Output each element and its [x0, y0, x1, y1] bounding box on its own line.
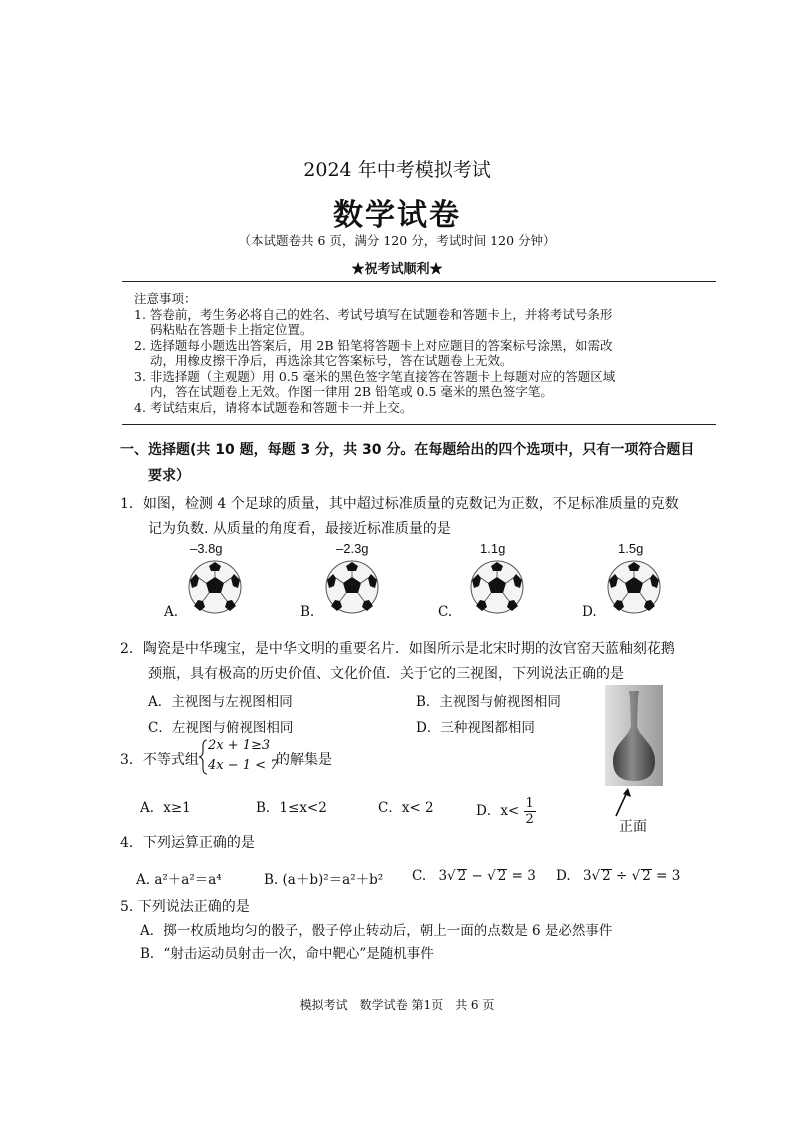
- q1-stem: 1．如图，检测 4 个足球的质量，其中超过标准质量的克数记为正数，不足标准质量的克数: [120, 496, 679, 512]
- q3-inequality-2: 4x − 1 < 7: [208, 758, 279, 773]
- q2-option-d: D．三种视图都相同: [416, 720, 535, 736]
- q4-option-c-letter: C.: [412, 868, 427, 884]
- operator: −: [471, 868, 483, 884]
- ball-option-letter: C.: [438, 604, 453, 620]
- soccer-ball-icon: [607, 560, 661, 614]
- page-footer: 模拟考试 数学试卷 第1页 共 6 页: [299, 998, 495, 1012]
- section-heading: 一、选择题(共 10 题，每题 3 分，共 30 分。在每题给出的四个选项中，只有一项符合题目: [120, 442, 695, 458]
- sqrt-sign: √: [631, 868, 641, 884]
- section-heading-cont: 要求）: [148, 468, 190, 484]
- q3-option-d-prefix: D．x<: [476, 803, 520, 819]
- q3-inequality-1: 2x + 1≥3: [208, 738, 271, 753]
- sqrt-sign: √: [447, 868, 456, 884]
- notes-heading: 注意事项：: [134, 291, 197, 306]
- fraction-denominator: 2: [525, 812, 534, 827]
- sqrt-sign: √: [591, 868, 601, 884]
- q2-option-b: B．主视图与俯视图相同: [416, 694, 561, 710]
- coef: 3: [438, 868, 448, 884]
- soccer-ball-icon: [470, 560, 524, 614]
- note-item: 1. 答卷前，考生务必将自己的姓名、考试号填写在试题卷和答题卡上，并将考试号条形: [134, 306, 613, 322]
- q3-stem-prefix: 3．不等式组: [120, 752, 199, 768]
- vase-photo: [605, 685, 663, 786]
- exam-year-title: 2024 年中考模拟考试: [303, 159, 491, 181]
- ball-option-letter: B.: [300, 604, 315, 620]
- q4-option-d: [556, 868, 680, 884]
- soccer-ball-icon: [325, 560, 379, 614]
- exam-wish: ★祝考试顺利★: [351, 262, 443, 277]
- q4-stem: 4．下列运算正确的是: [120, 835, 255, 851]
- note-item-continued: 内，答在试题卷上无效。作图一律用 2B 铅笔或 0.5 毫米的黑色签字笔。: [150, 384, 553, 399]
- ball-mass-label: 1.5g: [618, 541, 644, 556]
- q4-option-c: [412, 868, 536, 884]
- note-item: 4. 考试结束后，请将本试题卷和答题卡一并上交。: [134, 399, 413, 415]
- vase-icon: [605, 685, 663, 786]
- q2-option-a: A．主视图与左视图相同: [148, 694, 293, 710]
- q4-option-d-letter: D.: [556, 868, 571, 884]
- radicand: 2: [642, 868, 651, 884]
- note-item-continued: 码粘贴在答题卡上指定位置。: [150, 322, 313, 337]
- ball-mass-label: –2.3g: [336, 541, 369, 556]
- q2-stem: 2．陶瓷是中华瑰宝，是中华文明的重要名片．如图所示是北宋时期的汝官窑天蓝釉刻花鹅: [120, 641, 675, 657]
- q5-option-b: B．“射击运动员射击一次，命中靶心”是随机事件: [140, 946, 434, 962]
- q4-option-b: B. (a＋b)²＝a²＋b²: [264, 872, 384, 888]
- note-item-continued: 动，用橡皮擦干净后，再选涂其它答案标号，答在试题卷上无效。: [150, 353, 513, 368]
- notes-divider: [122, 424, 716, 425]
- exam-main-title: 数学试卷: [333, 198, 461, 233]
- sqrt-sign: √: [487, 868, 496, 884]
- result: = 3: [656, 868, 681, 884]
- arrow-icon: [612, 786, 634, 818]
- fraction-numerator: 1: [525, 796, 534, 811]
- q4-option-a: A. a²＋a²＝a⁴: [136, 872, 222, 888]
- q2-stem-cont: 颈瓶，具有极高的历史价值、文化价值．关于它的三视图，下列说法正确的是: [148, 666, 624, 682]
- ball-mass-label: –3.8g: [190, 541, 223, 556]
- ball-option-letter: A.: [164, 604, 179, 620]
- exam-info: （本试题卷共 6 页，满分 120 分，考试时间 120 分钟）: [238, 233, 556, 248]
- notes-block: [134, 291, 615, 415]
- coef: 3: [582, 868, 592, 884]
- q3-option-a: A．x≥1: [140, 800, 191, 816]
- ball-mass-label: 1.1g: [480, 541, 506, 556]
- q3-stem-suffix: 的解集是: [276, 752, 332, 768]
- q3-option-d: [476, 796, 536, 827]
- result: = 3: [511, 868, 536, 884]
- top-divider: [122, 281, 716, 282]
- q3-option-b: B．1≤x<2: [256, 800, 327, 816]
- q3-option-c: C．x< 2: [378, 800, 434, 816]
- soccer-ball-icon: [188, 560, 242, 614]
- operator: ÷: [616, 868, 628, 884]
- front-label: 正面: [619, 818, 647, 834]
- q1-stem-cont: 记为负数. 从质量的角度看，最接近标准质量的是: [148, 521, 451, 537]
- radicand: 2: [497, 868, 507, 884]
- note-item: 3. 非选择题（主观题）用 0.5 毫米的黑色签字笔直接答在答题卡上每题对应的答题区域: [134, 368, 616, 384]
- brace-icon: [198, 739, 208, 775]
- q5-stem: 5. 下列说法正确的是: [120, 899, 250, 915]
- q5-option-a: A．掷一枚质地均匀的骰子，骰子停止转动后，朝上一面的点数是 6 是必然事件: [140, 923, 613, 939]
- radicand: 2: [457, 868, 467, 884]
- fraction: [524, 796, 536, 827]
- radicand: 2: [602, 868, 611, 884]
- ball-option-letter: D.: [582, 604, 597, 620]
- q2-option-c: C．左视图与俯视图相同: [148, 720, 294, 736]
- note-item: 2. 选择题每小题选出答案后，用 2B 铅笔将答题卡上对应题目的答案标号涂黑，如需改: [134, 337, 613, 353]
